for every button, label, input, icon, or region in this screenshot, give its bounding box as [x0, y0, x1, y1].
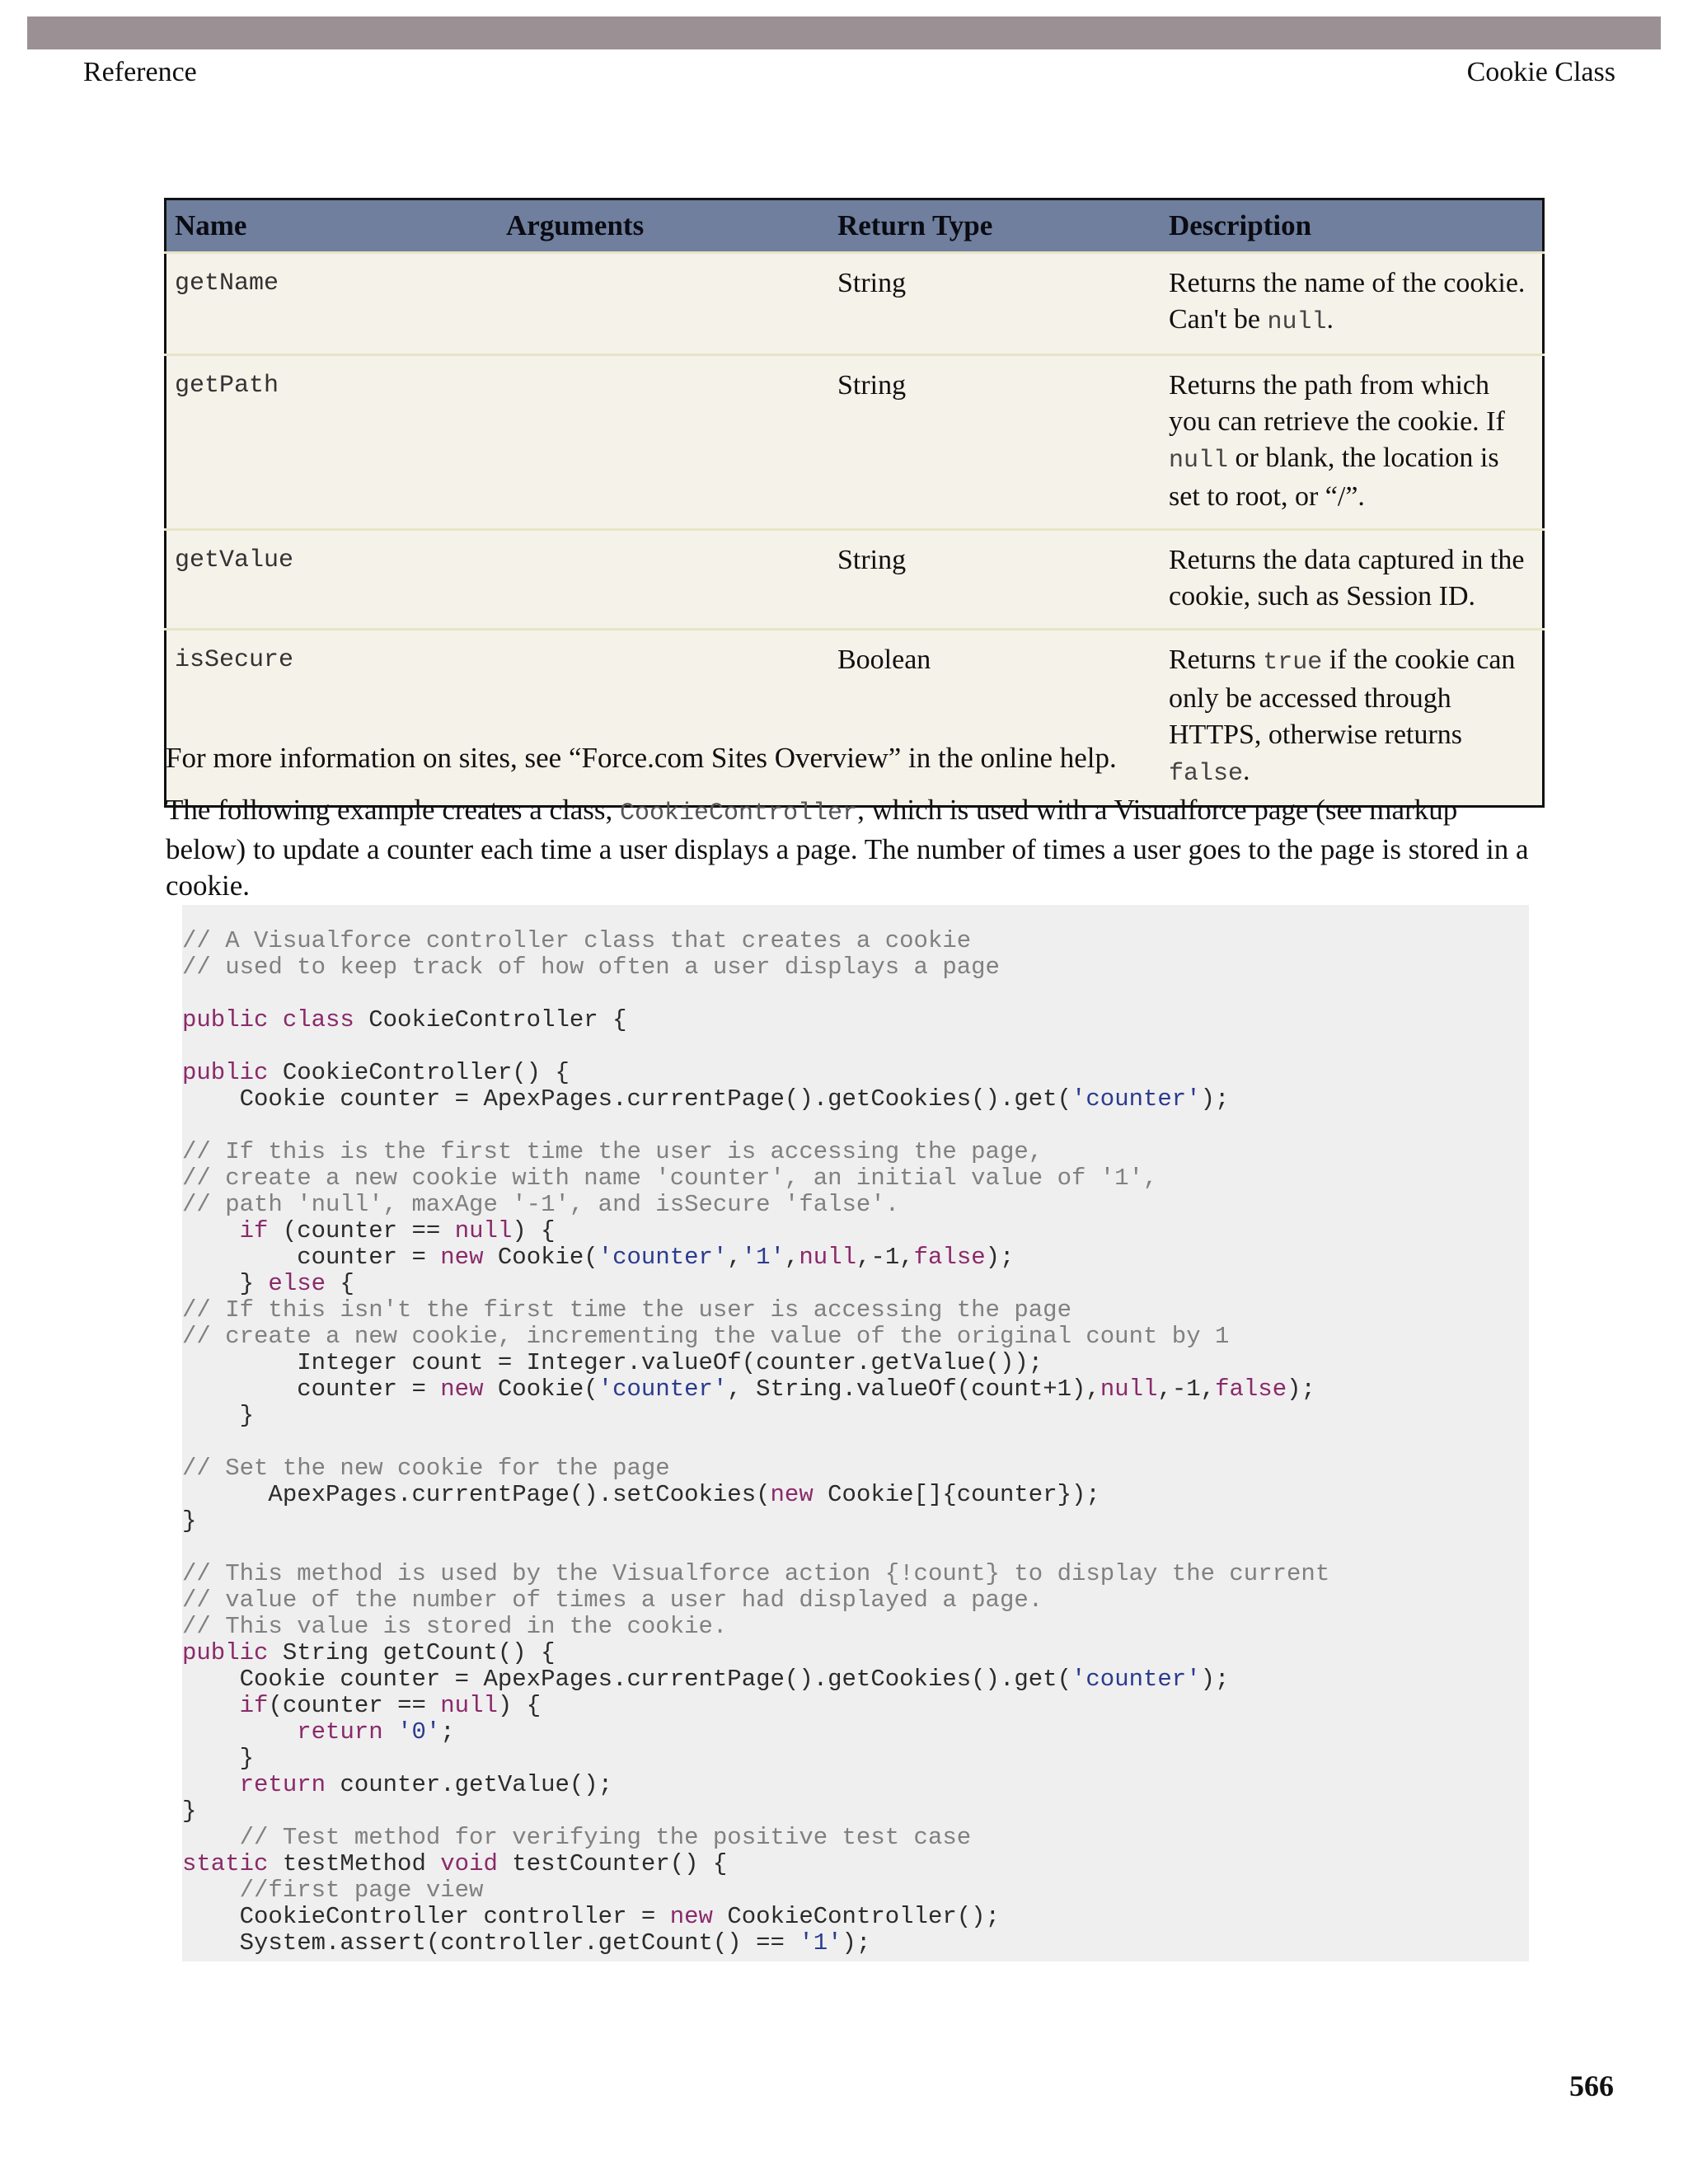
code-line [182, 1614, 1529, 1640]
code-comment: // A Visualforce controller class that creates a cookie [182, 927, 972, 954]
description-text: . [1326, 304, 1334, 335]
code-line [182, 1033, 1529, 1060]
code-text: Integer count = Integer.valueOf(counter.getValue()); [182, 1349, 1043, 1376]
code-comment: // Test method for verifying the positive test case [182, 1824, 972, 1851]
code-text: ); [1200, 1666, 1230, 1693]
code-keyword: return [239, 1771, 326, 1798]
inline-code: null [1169, 447, 1229, 475]
code-line [182, 1693, 1529, 1719]
code-string: 'counter' [598, 1244, 728, 1271]
arguments-cell [498, 630, 829, 807]
code-comment: // value of the number of times a user had displayed a page. [182, 1586, 1043, 1614]
code-text: } [182, 1507, 197, 1535]
table-row [166, 630, 1544, 807]
code-comment: // used to keep track of how often a user displays a page [182, 954, 1000, 981]
code-text: Cookie[]{counter}); [813, 1481, 1100, 1508]
code-line [182, 1350, 1529, 1376]
code-keyword: new [440, 1244, 484, 1271]
code-line [182, 1746, 1529, 1772]
code-line [182, 1455, 1529, 1482]
code-line [182, 1535, 1529, 1561]
code-text: } [182, 1797, 197, 1825]
description-cell [1160, 630, 1544, 807]
code-line [182, 1007, 1529, 1033]
code-comment: // path 'null', maxAge '-1', and isSecure 'false'. [182, 1191, 900, 1218]
code-keyword: public [182, 1639, 269, 1666]
method-name-cell: getValue [166, 530, 499, 630]
column-header-arguments: Arguments [498, 199, 829, 253]
code-text: , [727, 1244, 742, 1271]
code-text: CookieController() { [268, 1059, 570, 1086]
code-text: ) { [497, 1692, 542, 1719]
code-text: Cookie( [483, 1244, 598, 1271]
code-keyword: null [799, 1244, 857, 1271]
return-type-cell: Boolean [837, 644, 931, 675]
code-line [182, 1113, 1529, 1139]
code-keyword: null [440, 1692, 498, 1719]
code-keyword: new [669, 1903, 713, 1930]
code-comment: // create a new cookie, incrementing the value of the original count by 1 [182, 1323, 1230, 1350]
code-line [182, 1666, 1529, 1693]
code-text: counter.getValue(); [326, 1771, 613, 1798]
arguments-cell [498, 530, 829, 630]
return-type-cell: String [829, 530, 1160, 630]
inline-code: null [1267, 308, 1327, 336]
code-comment: // If this isn't the first time the user is accessing the page [182, 1296, 1071, 1324]
code-keyword: if [239, 1217, 269, 1244]
code-text: Cookie( [483, 1376, 598, 1403]
code-string: '0' [397, 1718, 441, 1746]
code-text: Cookie counter = ApexPages.currentPage().getCookies().get( [182, 1085, 1071, 1113]
code-text: testCounter() { [497, 1850, 728, 1877]
inline-code: true [1263, 649, 1323, 677]
code-keyword: public class [182, 1006, 354, 1033]
code-text: CookieController controller = [182, 1903, 670, 1930]
code-line [182, 981, 1529, 1007]
code-line [182, 1060, 1529, 1086]
table-row [166, 355, 1544, 530]
code-text: counter = [182, 1244, 441, 1271]
code-text: ); [985, 1244, 1015, 1271]
code-line [182, 1192, 1529, 1218]
page-number: 566 [1569, 2069, 1614, 2102]
column-header-description: Description [1160, 199, 1544, 253]
code-text: Cookie counter = ApexPages.currentPage().getCookies().get( [182, 1666, 1071, 1693]
description-text: Returns the data captured in the cookie, such as Session ID. [1169, 545, 1525, 612]
code-line [182, 1904, 1529, 1930]
code-sample [182, 905, 1529, 1961]
code-line [182, 1376, 1529, 1403]
code-text: ,-1, [1157, 1376, 1216, 1403]
arguments-cell [498, 355, 829, 530]
code-line [182, 1271, 1529, 1297]
code-line [182, 1930, 1529, 1957]
code-text: (counter == [268, 1692, 441, 1719]
code-text: ; [440, 1718, 455, 1746]
arguments-cell [498, 253, 829, 355]
column-header-return-type: Return Type [829, 199, 1160, 253]
code-keyword: null [454, 1217, 513, 1244]
code-line [182, 1798, 1529, 1825]
code-keyword: public [182, 1059, 269, 1086]
code-text: } [182, 1402, 255, 1429]
code-text: ); [1200, 1085, 1230, 1113]
code-line [182, 1825, 1529, 1851]
column-header-name: Name [166, 199, 499, 253]
description-text: if the cookie can only be accessed through HTTPS, otherwise returns [1169, 644, 1516, 750]
code-text [182, 1771, 240, 1798]
code-keyword: false [913, 1244, 986, 1271]
code-text: ); [842, 1929, 871, 1957]
code-line [182, 1561, 1529, 1587]
code-string: 'counter' [598, 1376, 728, 1403]
method-name-cell: getName [166, 253, 499, 355]
code-text: ,-1, [856, 1244, 914, 1271]
code-string: '1' [799, 1929, 842, 1957]
description-cell [1160, 253, 1544, 355]
methods-table [164, 198, 1545, 808]
code-text: } [182, 1270, 269, 1297]
code-text: ) { [512, 1217, 556, 1244]
description-text: Returns the name of the cookie. Can't be [1169, 268, 1526, 335]
table-header-row [166, 199, 1544, 253]
code-line [182, 1482, 1529, 1508]
code-text: , [784, 1244, 799, 1271]
return-type-cell: String [829, 253, 1160, 355]
example-text-before: The following example creates a class, [166, 794, 621, 826]
code-text: String getCount() { [268, 1639, 556, 1666]
code-comment: // This value is stored in the cookie. [182, 1613, 728, 1640]
code-text [182, 1718, 297, 1746]
code-keyword: if [239, 1692, 269, 1719]
code-text: (counter == [268, 1217, 455, 1244]
description-cell [1160, 530, 1544, 630]
code-text [383, 1718, 397, 1746]
inline-code: false [1169, 760, 1244, 788]
code-string: 'counter' [1071, 1666, 1201, 1693]
method-name-cell: isSecure [175, 646, 294, 674]
code-line [182, 1851, 1529, 1877]
method-name-cell: getPath [166, 355, 499, 530]
code-text: counter = [182, 1376, 441, 1403]
code-line [182, 1877, 1529, 1904]
code-text [182, 1217, 240, 1244]
code-text: ); [1287, 1376, 1315, 1403]
code-keyword: false [1215, 1376, 1287, 1403]
code-listing [182, 905, 1529, 1957]
class-name-code: CookieController [620, 799, 858, 827]
code-text [182, 1692, 240, 1719]
code-keyword: return [297, 1718, 383, 1746]
code-keyword: else [268, 1270, 326, 1297]
code-text: } [182, 1745, 255, 1772]
description-text: Returns the path from which you can retrieve the cookie. If [1169, 370, 1505, 437]
code-string: '1' [741, 1244, 785, 1271]
running-header-section: Reference [83, 57, 197, 87]
code-comment: // This method is used by the Visualforce action {!count} to display the current [182, 1560, 1330, 1587]
running-header-title: Cookie Class [1466, 57, 1615, 87]
description-cell [1160, 355, 1544, 530]
code-keyword: new [440, 1376, 484, 1403]
code-line [182, 1403, 1529, 1429]
code-text: { [326, 1270, 354, 1297]
code-comment: //first page view [182, 1877, 484, 1904]
header-bar [27, 16, 1661, 49]
code-comment: // If this is the first time the user is accessing the page, [182, 1138, 1043, 1165]
code-keyword: void [440, 1850, 498, 1877]
code-line [182, 1086, 1529, 1113]
description-text: or blank, the location is set to root, or “/”. [1169, 443, 1499, 512]
table-row [166, 253, 1544, 355]
code-line [182, 1139, 1529, 1165]
code-line [182, 1429, 1529, 1455]
code-line [182, 1218, 1529, 1244]
code-text: System.assert(controller.getCount() == [182, 1929, 799, 1957]
code-line [182, 1244, 1529, 1271]
code-line [182, 1772, 1529, 1798]
code-line [182, 1640, 1529, 1666]
code-text: CookieController { [354, 1006, 627, 1033]
code-text: ApexPages.currentPage().setCookies( [182, 1481, 771, 1508]
code-keyword: new [770, 1481, 814, 1508]
code-line [182, 1719, 1529, 1746]
description-text: . [1243, 756, 1250, 786]
example-text-after: , which is used with a Visualforce page (see markup below) to update a counter each time a user displays a page. The number of times a user goes to the page is stored in a cookie. [166, 794, 1529, 902]
code-line [182, 1324, 1529, 1350]
example-intro-paragraph [166, 792, 1534, 904]
code-line [182, 954, 1529, 981]
return-type-cell: String [829, 355, 1160, 530]
code-line [182, 1508, 1529, 1535]
table-body [166, 253, 1544, 807]
code-line [182, 1165, 1529, 1192]
table-row [166, 530, 1544, 630]
code-comment: // Set the new cookie for the page [182, 1455, 670, 1482]
code-keyword: static [182, 1850, 269, 1877]
code-text: , String.valueOf(count+1), [727, 1376, 1100, 1403]
description-text: Returns [1169, 644, 1264, 675]
code-keyword: null [1100, 1376, 1158, 1403]
code-comment: // create a new cookie with name 'counter', an initial value of '1', [182, 1165, 1158, 1192]
code-line [182, 1297, 1529, 1324]
code-text: CookieController(); [712, 1903, 1000, 1930]
code-line [182, 1587, 1529, 1614]
sites-info-paragraph: For more information on sites, see “Force.com Sites Overview” in the online help. [166, 742, 1117, 774]
code-line [182, 928, 1529, 954]
code-text: testMethod [268, 1850, 441, 1877]
code-string: 'counter' [1071, 1085, 1201, 1113]
